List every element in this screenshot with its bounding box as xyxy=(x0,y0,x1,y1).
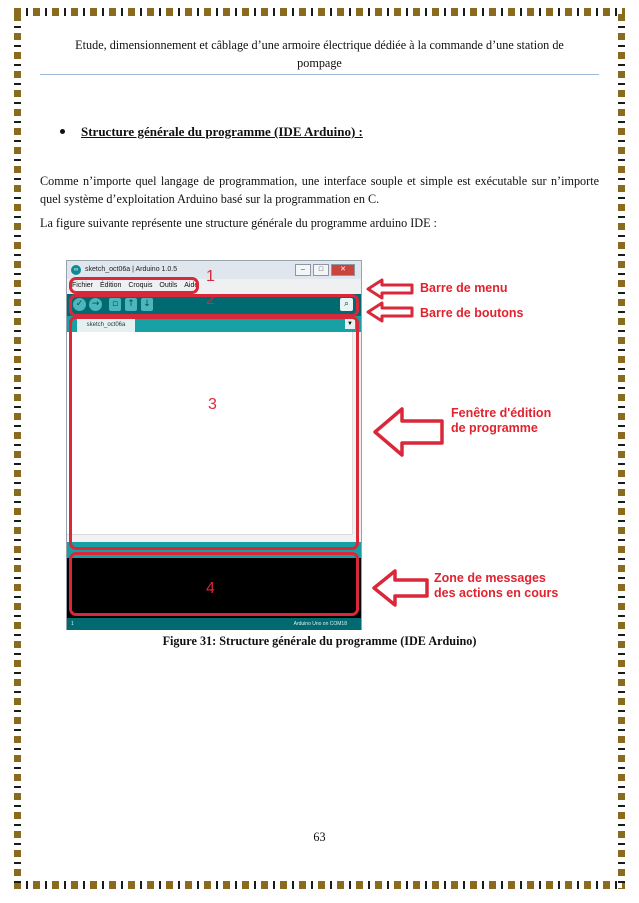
marker-2: 2 xyxy=(206,291,215,308)
new-icon: ▫ xyxy=(109,298,121,311)
ide-bottom-bar xyxy=(67,618,361,630)
menu-outils: Outils xyxy=(159,282,178,289)
section-heading xyxy=(60,124,363,140)
label-messages-line-2: des actions en cours xyxy=(434,586,559,600)
highlight-menubar xyxy=(69,277,199,294)
arrow-left-icon xyxy=(366,278,416,300)
arrow-left-icon xyxy=(371,568,431,608)
label-messages xyxy=(434,571,558,601)
page-border-bottom xyxy=(14,881,625,889)
menu-aide: Aide xyxy=(184,282,199,289)
label-editor-line-2: de programme xyxy=(451,421,538,435)
menu-croquis: Croquis xyxy=(128,282,153,289)
arrow-left-icon xyxy=(372,406,446,458)
window-controls xyxy=(295,264,355,276)
section-title: Structure générale du programme (IDE Arduino) : xyxy=(81,124,363,139)
marker-1: 1 xyxy=(206,268,215,285)
arrow-left-icon xyxy=(366,301,416,323)
label-editor xyxy=(451,406,551,436)
label-messages-line-1: Zone de messages xyxy=(434,571,546,585)
verify-icon: ✓ xyxy=(73,298,86,311)
menu-edition: Édition xyxy=(99,282,122,289)
close-icon: ✕ xyxy=(331,264,355,276)
ide-figure xyxy=(66,260,574,632)
figure-caption: Figure 31: Structure générale du programme (IDE Arduino) xyxy=(162,634,477,648)
marker-4: 4 xyxy=(206,580,215,597)
highlight-editor xyxy=(69,316,359,550)
header-line-1: Etude, dimensionnement et câblage d’une armoire électrique dédiée à la commande d’une station de xyxy=(75,38,564,52)
page-header xyxy=(40,36,599,72)
marker-3: 3 xyxy=(208,396,217,413)
maximize-icon: □ xyxy=(313,264,329,276)
page-border-right xyxy=(618,14,625,889)
header-line-2: pompage xyxy=(297,56,342,70)
sketch-tab: sketch_oct06a xyxy=(77,319,135,332)
ide-window-title: sketch_oct06a | Arduino 1.0.5 xyxy=(85,266,178,273)
minimize-icon: – xyxy=(295,264,311,276)
line-number: 1 xyxy=(71,621,74,627)
arduino-logo-icon: ∞ xyxy=(71,265,81,275)
page-border-left xyxy=(14,14,21,889)
board-status: Arduino Uno on COM18 xyxy=(293,621,347,627)
label-editor-line-1: Fenêtre d'édition xyxy=(451,406,552,420)
label-menu-bar: Barre de menu xyxy=(420,281,508,295)
serial-monitor-icon: ⌕ xyxy=(340,298,353,311)
bullet-icon xyxy=(60,129,65,134)
menu-fichier: Fichier xyxy=(72,282,94,289)
paragraph-figure-intro: La figure suivante représente une structure générale du programme arduino IDE : xyxy=(40,216,437,230)
page-number: 63 xyxy=(313,830,326,844)
label-button-bar: Barre de boutons xyxy=(420,306,524,320)
tab-menu-icon: ▼ xyxy=(345,319,355,329)
page-border-top xyxy=(14,8,625,16)
save-icon: ↓ xyxy=(141,298,153,311)
upload-icon: → xyxy=(89,298,102,311)
header-divider xyxy=(40,74,599,75)
open-icon: ↑ xyxy=(125,298,137,311)
paragraph-intro: Comme n’importe quel langage de programmation, une interface souple et simple est exécutable sur n’importe quel système d’exploitation Arduino basé sur la programmation en C. xyxy=(40,174,599,206)
